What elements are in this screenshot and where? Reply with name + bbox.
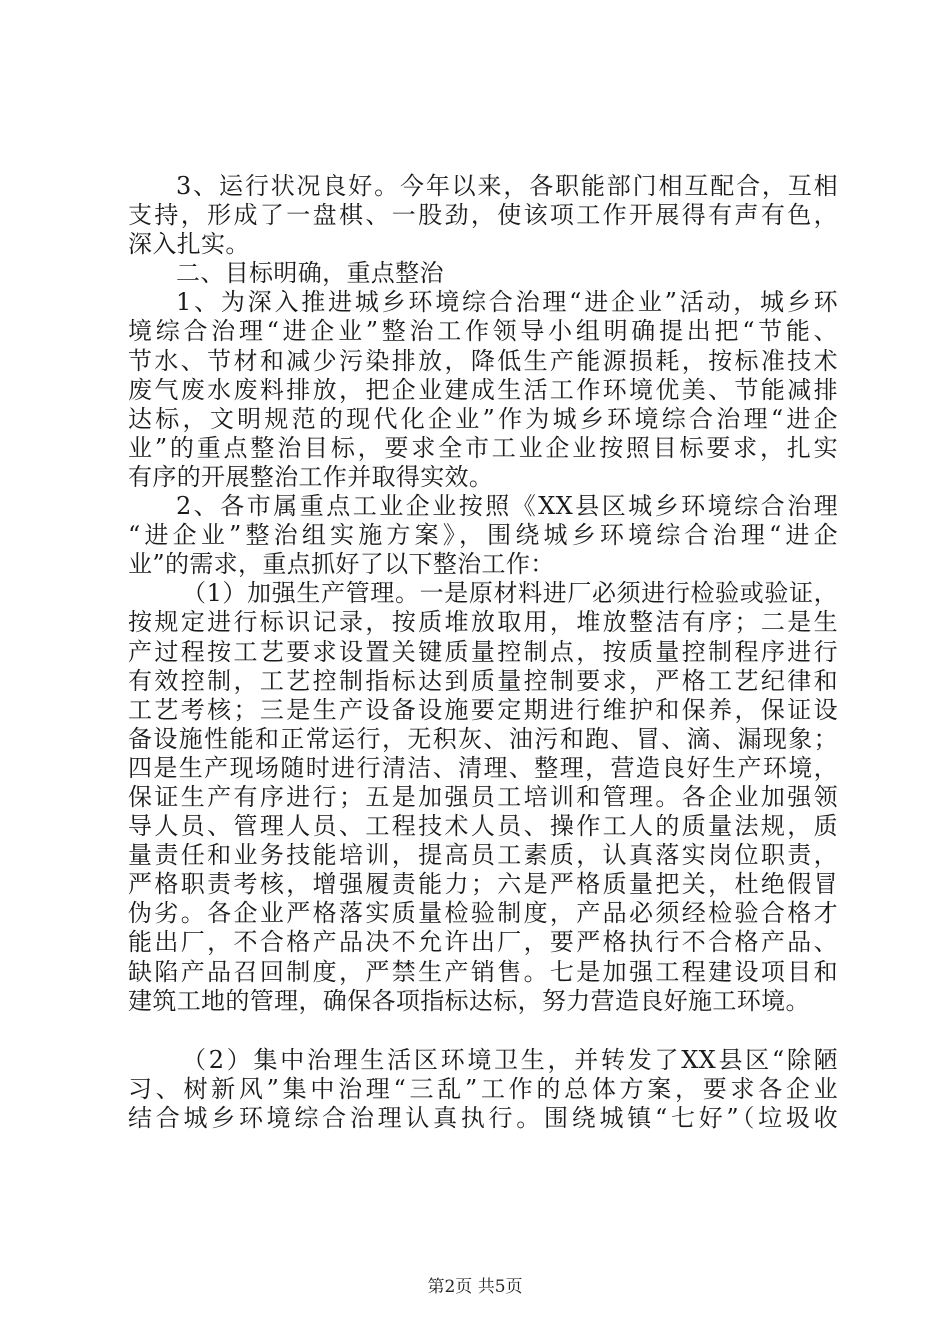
text-line: 工艺考核；三是生产设备设施要定期进行维护和保养，保证设 [128,695,838,724]
text-line: 结合城乡环境综合治理认真执行。围绕城镇“七好”（垃圾收 [128,1103,838,1132]
paragraph-gap [128,1016,838,1046]
paragraph-living-area [128,1046,838,1133]
text-line: 2、各市属重点工业企业按照《XX县区城乡环境综合治理 [176,492,838,521]
paragraph-production-management [128,579,838,1015]
text-line: 有序的开展整治工作并取得实效。 [128,462,494,491]
text-line: 四是生产现场随时进行清洁、清理、整理，营造良好生产环境， [128,753,838,782]
text-line: 能出厂，不合格产品决不允许出厂，要严格执行不合格产品、 [128,928,838,957]
text-line: 保证生产有序进行；五是加强员工培训和管理。各企业加强领 [128,782,838,811]
text-line: 按规定进行标识记录，按质堆放取用，堆放整洁有序；二是生 [128,608,838,637]
text-line: 废气废水废料排放，把企业建成生活工作环境优美、节能减排 [128,375,838,404]
text-line: 严格职责考核，增强履责能力；六是严格质量把关，杜绝假冒 [128,870,838,899]
document-body [128,172,838,1133]
text-line: 备设施性能和正常运行，无积灰、油污和跑、冒、滴、漏现象； [128,724,838,753]
text-line: （2）集中治理生活区环境卫生，并转发了XX县区“除陋 [182,1045,838,1074]
paragraph-enterprises [128,492,838,579]
text-line: 有效控制，工艺控制指标达到质量控制要求，严格工艺纪律和 [128,666,838,695]
text-line: 缺陷产品召回制度，严禁生产销售。七是加强工程建设项目和 [128,957,838,986]
text-line: 量责任和业务技能培训，提高员工素质，认真落实岗位职责， [128,841,838,870]
section-heading [128,259,838,288]
paragraph-goal [128,288,838,492]
text-line: 业”的需求，重点抓好了以下整治工作： [128,550,555,579]
text-line: 达标，文明规范的现代化企业”作为城乡环境综合治理“进企 [128,404,838,433]
text-line: 支持，形成了一盘棋、一股劲，使该项工作开展得有声有色， [128,201,838,230]
text-line: 境综合治理“进企业”整治工作领导小组明确提出把“节能、 [128,317,838,346]
text-line: （1）加强生产管理。一是原材料进厂必须进行检验或验证， [182,579,838,608]
text-line: 习、树新风”集中治理“三乱”工作的总体方案，要求各企业 [128,1074,838,1103]
text-line: 业”的重点整治目标，要求全市工业企业按照目标要求，扎实 [128,433,838,462]
text-line: 节水、节材和减少污染排放，降低生产能源损耗，按标准技术 [128,346,838,375]
text-line: “进企业”整治组实施方案》，围绕城乡环境综合治理“进企 [128,521,838,550]
paragraph-operation-status [128,172,838,259]
text-line: 1、为深入推进城乡环境综合治理“进企业”活动，城乡环 [176,288,838,317]
heading-line: 二、目标明确，重点整治 [176,259,444,288]
text-line: 产过程按工艺要求设置关键质量控制点，按质量控制程序进行 [128,637,838,666]
text-line: 伪劣。各企业严格落实质量检验制度，产品必须经检验合格才 [128,899,838,928]
text-line: 深入扎实。 [128,230,250,259]
page-number-footer: 第2页 共5页 [427,1277,523,1297]
text-line: 3、运行状况良好。今年以来，各职能部门相互配合，互相 [176,172,838,200]
text-line: 导人员、管理人员、工程技术人员、操作工人的质量法规，质 [128,812,838,841]
text-line: 建筑工地的管理，确保各项指标达标，努力营造良好施工环境。 [128,986,810,1015]
